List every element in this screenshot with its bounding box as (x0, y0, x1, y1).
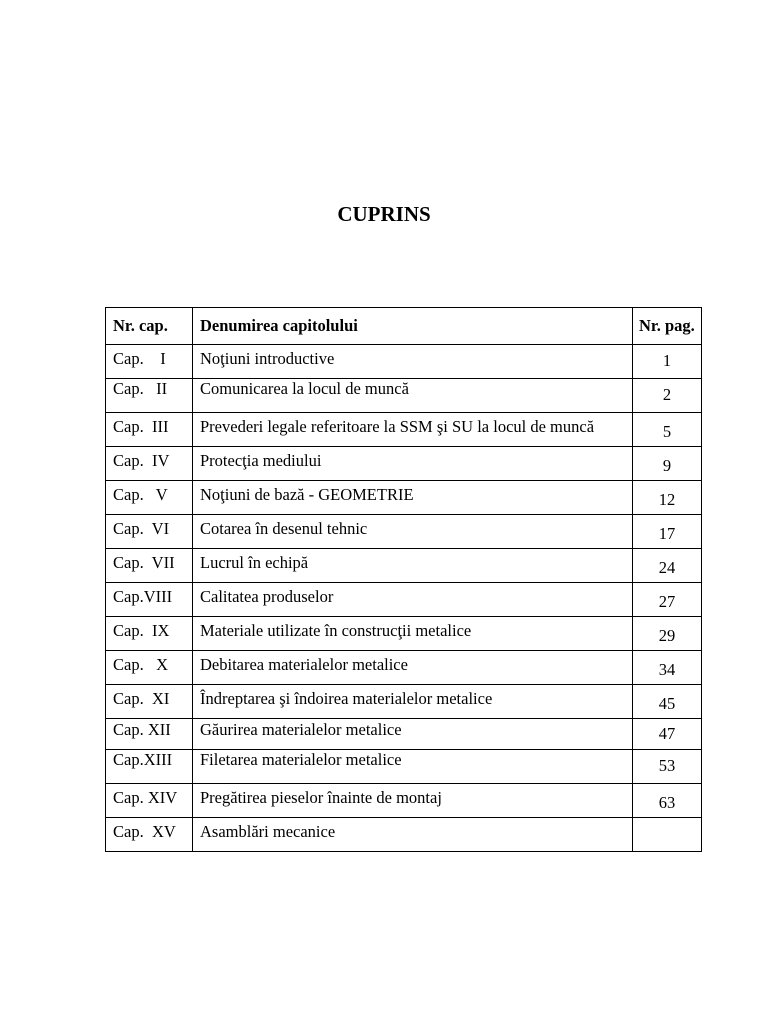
page-number: 29 (658, 626, 676, 645)
page-number-cell (633, 750, 702, 784)
page-number-cell (633, 379, 702, 413)
page-number: 24 (658, 558, 676, 577)
page-number: 47 (658, 724, 676, 743)
chapter-name: Comunicarea la locul de muncă (200, 379, 409, 398)
table-row (106, 617, 702, 651)
chapter-number-cell (106, 784, 193, 818)
chapter-number: Cap.XIII (113, 750, 173, 769)
table-row (106, 651, 702, 685)
page-number-cell (633, 515, 702, 549)
chapter-name: Pregătirea pieselor înainte de montaj (200, 788, 442, 807)
chapter-name-cell (193, 583, 633, 617)
page-number: 17 (658, 524, 676, 543)
page-number-cell (633, 685, 702, 719)
chapter-name: Găurirea materialelor metalice (200, 720, 402, 739)
table-row (106, 719, 702, 750)
chapter-name-cell (193, 784, 633, 818)
chapter-name-cell (193, 515, 633, 549)
chapter-name-cell (193, 379, 633, 413)
table-row (106, 481, 702, 515)
chapter-name-cell (193, 413, 633, 447)
table-row (106, 685, 702, 719)
chapter-name-cell (193, 447, 633, 481)
page-number: 12 (658, 490, 676, 509)
page-number: 2 (662, 385, 672, 404)
table-row (106, 784, 702, 818)
header-page-number-label: Nr. pag. (639, 316, 695, 335)
table-row (106, 515, 702, 549)
chapter-number-cell (106, 685, 193, 719)
chapter-number: Cap. V (113, 485, 168, 504)
chapter-name-cell (193, 345, 633, 379)
chapter-name: Debitarea materialelor metalice (200, 655, 408, 674)
chapter-number: Cap. I (113, 349, 166, 368)
table-row (106, 549, 702, 583)
page-title: CUPRINS (337, 202, 431, 226)
chapter-name: Îndreptarea şi îndoirea materialelor metalice (200, 689, 493, 708)
chapter-name-cell (193, 719, 633, 750)
chapter-name-cell (193, 549, 633, 583)
page-number: 9 (662, 456, 672, 475)
chapter-number: Cap. II (113, 379, 168, 398)
table-row (106, 345, 702, 379)
page-number (633, 818, 701, 827)
chapter-name: Protecţia mediului (200, 451, 322, 470)
header-page-number (633, 308, 702, 345)
chapter-name-cell (193, 651, 633, 685)
table-row (106, 379, 702, 413)
chapter-number-cell (106, 515, 193, 549)
page-number-cell (633, 617, 702, 651)
chapter-number-cell (106, 549, 193, 583)
table-row (106, 818, 702, 852)
chapter-name-cell (193, 818, 633, 852)
page-number-cell (633, 583, 702, 617)
chapter-number: Cap. XII (113, 720, 171, 739)
chapter-name: Noţiuni introductive (200, 349, 335, 368)
chapter-name: Noţiuni de bază - GEOMETRIE (200, 485, 414, 504)
chapter-number-cell (106, 447, 193, 481)
table-row (106, 583, 702, 617)
page-number-cell (633, 447, 702, 481)
chapter-number: Cap. III (113, 417, 169, 436)
chapter-number: Cap. X (113, 655, 168, 674)
chapter-name: Prevederi legale referitoare la SSM şi SU la locul de muncă (200, 417, 595, 436)
page-number-cell (633, 481, 702, 515)
page-number-cell (633, 413, 702, 447)
table-row (106, 447, 702, 481)
chapter-number-cell (106, 481, 193, 515)
page-number: 53 (658, 756, 676, 775)
chapter-name: Materiale utilizate în construcţii metalice (200, 621, 472, 640)
page-number-cell (633, 345, 702, 379)
header-chapter-number-label: Nr. cap. (113, 316, 168, 335)
table-row (106, 750, 702, 784)
chapter-number-cell (106, 379, 193, 413)
chapter-name: Lucrul în echipă (200, 553, 309, 572)
chapter-name: Asamblări mecanice (200, 822, 336, 841)
page-number-cell (633, 818, 702, 852)
chapter-number-cell (106, 719, 193, 750)
chapter-number-cell (106, 583, 193, 617)
chapter-name-cell (193, 750, 633, 784)
chapter-number-cell (106, 617, 193, 651)
chapter-number: Cap. XV (113, 822, 176, 841)
page-number: 27 (658, 592, 676, 611)
table-header-row (106, 308, 702, 345)
table-row (106, 413, 702, 447)
page-number: 5 (662, 422, 672, 441)
chapter-number: Cap. XI (113, 689, 170, 708)
page-number-cell (633, 549, 702, 583)
header-chapter-number (106, 308, 193, 345)
chapter-number: Cap. IV (113, 451, 170, 470)
page-number: 34 (658, 660, 676, 679)
chapter-name: Cotarea în desenul tehnic (200, 519, 368, 538)
table-of-contents (105, 307, 702, 852)
page-number: 1 (662, 351, 672, 370)
chapter-number: Cap. XIV (113, 788, 178, 807)
chapter-number-cell (106, 413, 193, 447)
page-number: 63 (658, 793, 676, 812)
chapter-name-cell (193, 617, 633, 651)
chapter-name-cell (193, 685, 633, 719)
chapter-number-cell (106, 818, 193, 852)
chapter-name-cell (193, 481, 633, 515)
page-number-cell (633, 651, 702, 685)
chapter-number: Cap. VI (113, 519, 170, 538)
chapter-name: Calitatea produselor (200, 587, 334, 606)
chapter-name: Filetarea materialelor metalice (200, 750, 402, 769)
page-number-cell (633, 784, 702, 818)
chapter-number-cell (106, 750, 193, 784)
chapter-number: Cap. IX (113, 621, 170, 640)
chapter-number-cell (106, 345, 193, 379)
page-number: 45 (658, 694, 676, 713)
chapter-number-cell (106, 651, 193, 685)
header-chapter-name-label: Denumirea capitolului (200, 316, 358, 335)
chapter-number: Cap. VII (113, 553, 175, 572)
header-chapter-name (193, 308, 633, 345)
page-number-cell (633, 719, 702, 750)
chapter-number: Cap.VIII (113, 587, 173, 606)
